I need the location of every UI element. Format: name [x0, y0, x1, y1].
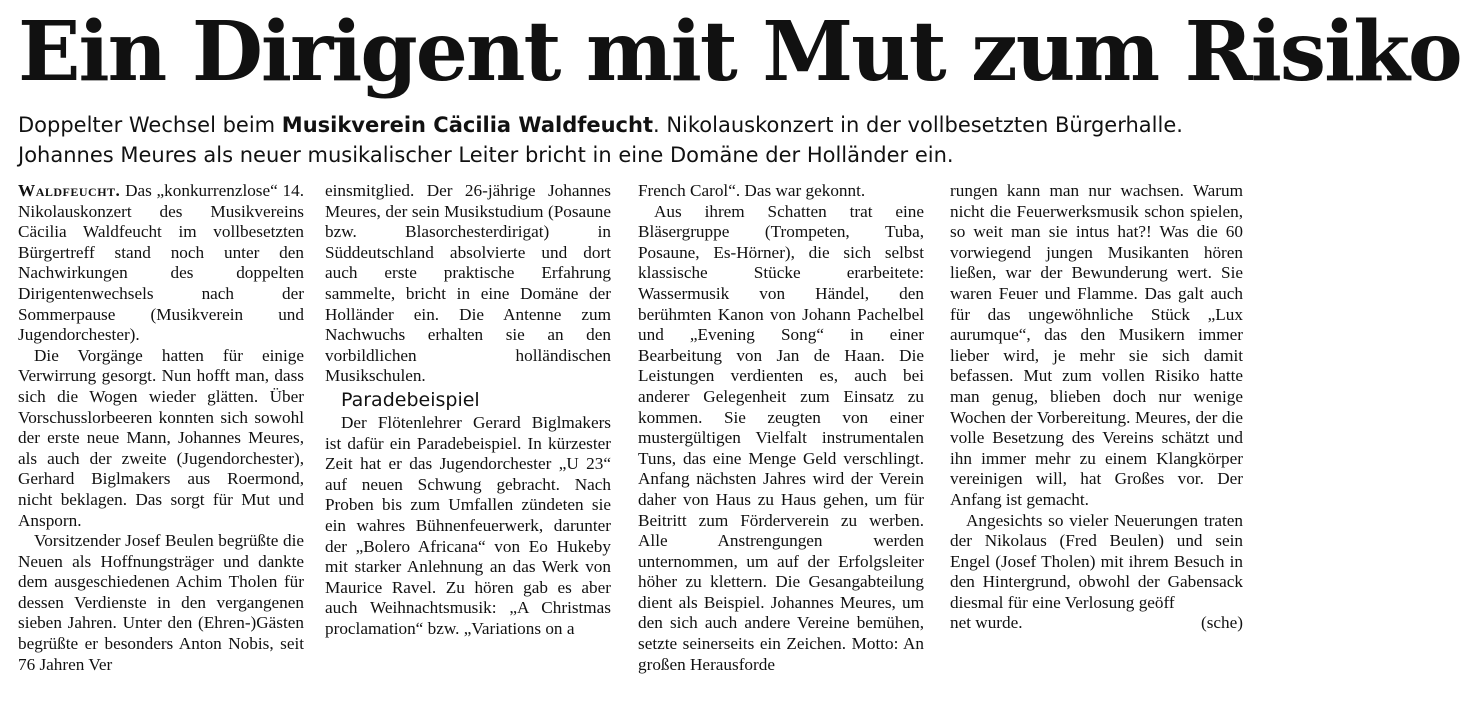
paragraph: Die Vorgänge hatten für einige Verwirrung gesorgt. Nun hofft man, dass sich die Wogen wieder glätten. Über Vorschusslorbeeren konnten sich sowohl der erste neue Mann, Johannes Meures, als auch der zweite (Jugendorchester), Gerhard Biglmakers aus Roermond, nicht beklagen. Das sorgt für Mut und Ansporn.	[18, 345, 304, 530]
paragraph: Angesichts so vieler Neuerungen traten der Nikolaus (Fred Beulen) und sein Engel (Josef Tholen) mit ihrem Besuch in den Hintergrund, obwohl der Gabensack diesmal für eine Verlosung geöff	[950, 510, 1243, 612]
paragraph: Aus ihrem Schatten trat eine Bläsergruppe (Trompeten, Tuba, Posaune, Es-Hörner), die sich selbst klassische Stücke erarbeitete: Wassermusik von Händel, den berühmten Kanon von Johann Pachelbel und „Evening Song“ in einer Bearbeitung von Jan de Haan. Die Leistungen verdienten es, auch bei anderer Gelegenheit zum Einsatz zu kommen. Sie zeugten von einer mustergültigen Vielfalt instrumentalen Tuns, das eine Menge Geld verschlingt. Anfang nächsten Jahres wird der Verein daher von Haus zu Haus gehen, um für Beitritt zum Förderverein zu werben. Alle Anstrengungen werden unternommen, um auf der Erfolgsleiter höher zu klettern. Die Gesangabteilung dient als Beispiel. Johannes Meures, um den sich auch andere Vereine bemühen, setzte seinerseits ein Zeichen. Motto: An großen Herausforde	[638, 201, 924, 674]
dateline: Waldfeucht.	[18, 181, 121, 200]
section-subtitle: Paradebeispiel	[341, 388, 480, 411]
subhead-part1: Doppelter Wechsel beim	[18, 113, 282, 137]
closing-line	[950, 613, 1243, 634]
subheadline	[18, 110, 1243, 170]
article-body	[18, 181, 1244, 721]
paragraph: rungen kann man nur wachsen. Warum nicht die Feuerwerksmusik schon spielen, so weit man sie intus hat?! Was die 60 vorwiegend jungen Musikanten hören ließen, war der Bewunderung wert. Sie waren Feuer und Flamme. Das galt auch für das ungewöhnliche Stück „Lux aurumque“, das den Musikern immer lieber wird, je mehr sie sich damit befassen. Mut zum vollen Risiko hatte man genug, blieben doch nur wenige Wochen der Vorbereitung. Meures, der die volle Besetzung des Vereins schätzt und ihn immer mehr zu einem Klangkörper vereinigen will, hat Großes vor. Der Anfang ist gemacht.	[950, 181, 1243, 509]
subhead-club-name: Musikverein Cäcilia Waldfeucht	[281, 113, 653, 137]
paragraph	[18, 181, 304, 346]
paragraph: Vorsitzender Josef Beulen begrüßte die Neuen als Hoffnungsträger und dankte dem ausgeschiedenen Achim Tholen für dessen Verdienste in den vergangenen sieben Jahren. Unter den (Ehren-)Gästen begrüßte er besonders Anton Nobis, seit 76 Jahren Ver	[18, 531, 304, 674]
closing-text: net wurde.	[950, 613, 1023, 633]
paragraph: einsmitglied. Der 26-jährige Johannes Meures, der sein Musikstudium (Posaune bzw. Blasorchesterdirigat) in Süddeutschland absolvierte und dort auch erste praktische Erfahrung sammelte, bricht in eine Domäne der Holländer ein. Die Antenne zum Nachwuchs erhalten sie an den vorbildlichen holländischen Musikschulen.	[325, 181, 611, 386]
column-4	[950, 181, 1243, 721]
paragraph: French Carol“. Das war gekonnt.	[638, 181, 866, 200]
column-1	[18, 181, 304, 721]
headline: Ein Dirigent mit Mut zum Risiko	[18, 4, 1461, 100]
author-signature: (sche)	[1201, 613, 1243, 633]
subhead-part2: . Nikolauskonzert in der vollbesetzten Bürgerhalle. Johannes Meures als neuer musikalischer Leiter bricht in eine Domäne der Holländer ein.	[18, 113, 1183, 167]
column-2	[325, 181, 611, 721]
column-3	[638, 181, 924, 721]
paragraph: Der Flötenlehrer Gerard Biglmakers ist dafür ein Paradebeispiel. In kürzester Zeit hat er das Jugendorchester „U 23“ auf neuen Schwung gebracht. Nach Proben bis zum Umfallen zündeten sie ein wahres Bühnenfeuerwerk, darunter der „Bolero Africana“ von Eo Hukeby mit starker Anlehnung an das Werk von Maurice Ravel. Zu hören gab es aber auch Weihnachtsmusik: „A Christmas proclamation“ bzw. „Variations on a	[325, 412, 611, 638]
paragraph-text: Das „konkurrenzlose“ 14. Nikolauskonzert des Musikvereins Cäcilia Waldfeucht im vollbesetzten Bürgertreff stand noch unter den Nachwirkungen des doppelten Dirigentenwechsels nach der Sommerpause (Musikverein und Jugendorchester).	[18, 181, 304, 345]
